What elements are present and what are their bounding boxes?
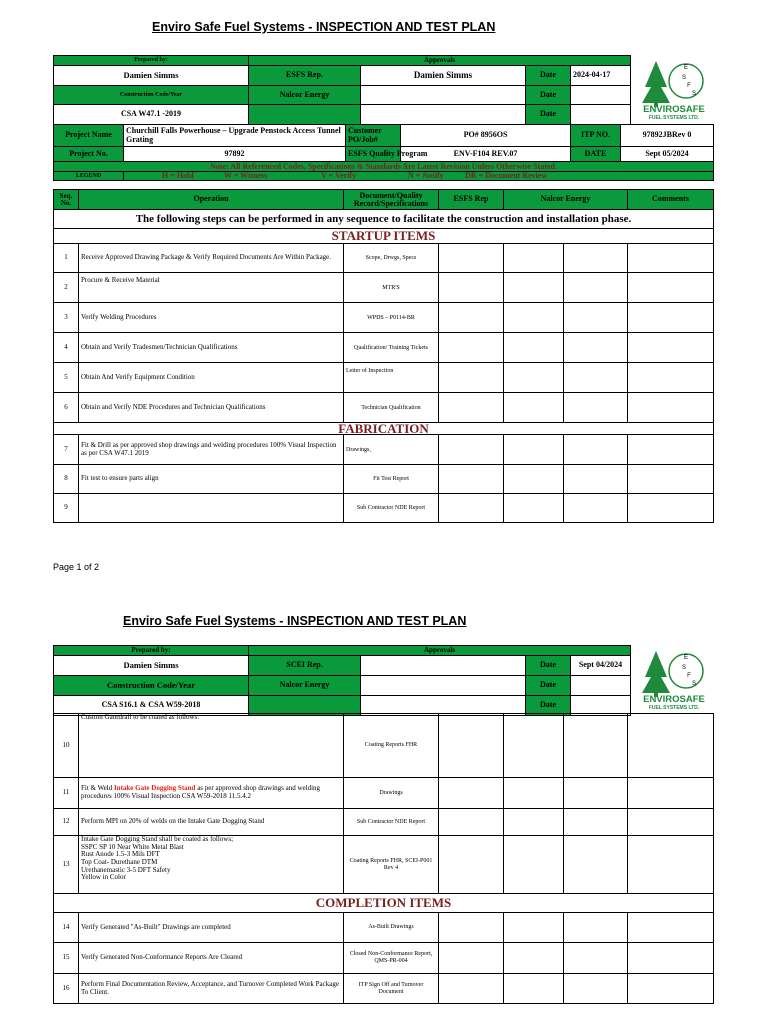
quality-program-label: ESFS Quality Program — [346, 147, 401, 162]
page1-header-table — [53, 55, 714, 125]
prepared-name: Damien Simms — [54, 66, 249, 86]
table-row: 13 Intake Gate Dogging Stand shall be coated as follows; SSPC SP 10 Near White Metal Blast Rust Anode 1.5-3 Mils DFT Top Coat- Durethane DTM Urethanemastic 3-5 DFT Safety Yellow in Color Coating Reports FHR, SCEI-P001 Rev 4 — [54, 836, 714, 894]
date-label-p2: Date — [526, 656, 571, 676]
table-row: 11 Fit & Weld Intake Gate Dogging Stand as per approved shop drawings and welding procedures 100% Visual Inspection CSA W59-2018 11.5.4.2 Drawings — [54, 778, 714, 809]
page2-header-table — [53, 645, 714, 716]
legend-verify: V = Verify — [321, 171, 357, 180]
esfs-rep-label: ESFS Rep. — [249, 66, 361, 86]
table-row: 5 Obtain And Verify Equipment Condition Letter of Inspection — [54, 363, 714, 393]
col-esfs: ESFS Rep — [439, 190, 504, 210]
startup-heading: STARTUP ITEMS — [54, 229, 714, 244]
code-value: CSA W47.1 -2019 — [54, 105, 249, 125]
col-nalcor: Nalcor Energy — [504, 190, 628, 210]
logo-letter-s2: S — [691, 91, 697, 97]
prepared-name-2: Damien Simms — [54, 656, 249, 676]
itp-no-value: 97892JBRev 0 — [621, 125, 714, 147]
logo-sub: FUEL SYSTEMS LTD. — [648, 115, 700, 121]
logo-brand: ENVIROSAFE — [643, 104, 705, 115]
construction-code-label: Construction Code/Year — [54, 86, 249, 105]
table-row: 12 Perform MPI on 20% of welds on the Intake Gate Dogging Stand Sub Contractor NDE Report — [54, 809, 714, 836]
approvals-label: Approvals — [249, 56, 631, 66]
approvals-label-2: Approvals — [249, 646, 631, 656]
page1-operations-table — [53, 189, 714, 523]
date-caps-label: DATE — [571, 147, 621, 162]
po-value: PO# 8956OS — [401, 125, 571, 147]
legend-notify: N = Notify — [408, 171, 444, 180]
date-caps-value: Sept 05/2024 — [621, 147, 714, 162]
scei-rep-label: SCEI Rep. — [249, 656, 361, 676]
logo-letter-s1: S — [681, 75, 687, 81]
customer-po-label: Customer PO/Job# — [346, 125, 401, 147]
svg-text:ENVIROSAFE: ENVIROSAFE — [643, 694, 705, 705]
envirosafe-logo-2 — [634, 647, 714, 711]
prepared-by-label: Prepared by: — [54, 56, 249, 66]
completion-heading: COMPLETION ITEMS — [54, 894, 714, 913]
col-document: Document/Quality Record/Specifications — [344, 190, 439, 210]
table-row: 6 Obtain and Verify NDE Procedures and Technician Qualifications Technician Qualification — [54, 393, 714, 423]
svg-text:S: S — [681, 665, 687, 671]
itp-no-label: ITP NO. — [571, 125, 621, 147]
table-row: 7 Fit & Drill as per approved shop drawings and welding procedures 100% Visual Inspection as per CSA W47.1 2019 Drawings, — [54, 435, 714, 465]
svg-text:S: S — [691, 681, 697, 687]
date-label-p2b: Date — [526, 676, 571, 696]
legend-witness: W = Witness — [224, 171, 268, 180]
steps-note: The following steps can be performed in any sequence to facilitate the construction and installation phase. — [54, 210, 714, 229]
legend-review: DR = Document Review — [465, 171, 548, 180]
table-row: 4 Obtain and Verify Tradesmen/Technician Qualifications Qualification/ Training Tickets — [54, 333, 714, 363]
page-footer: Page 1 of 2 — [53, 562, 100, 572]
table-row: 1 Receive Approved Drawing Package & Verify Required Documents Are Within Package. Scope, Drwgs, Specs — [54, 244, 714, 273]
date-label-2: Date — [526, 86, 571, 105]
legend-label: LEGEND — [54, 172, 124, 181]
table-row: 10 Custom Gaurdrail to be coated as follows: Coating Reports FHR — [54, 714, 714, 778]
prepared-by-label-2: Prepared by: — [54, 646, 249, 656]
project-info-table — [53, 124, 714, 181]
date-label: Date — [526, 66, 571, 86]
col-seq: Seq. No. — [54, 190, 79, 210]
col-comments: Comments — [628, 190, 714, 210]
svg-text:F: F — [687, 673, 691, 679]
page2-title: Enviro Safe Fuel Systems - INSPECTION AND TEST PLAN — [123, 614, 467, 628]
table-row: 16 Perform Final Documentation Review, Acceptance, and Turnover Completed Work Package To Client. ITP Sign Off and Turnover Document — [54, 974, 714, 1004]
table-row: 3 Verify Welding Procedures WPDS – P0114-BR — [54, 303, 714, 333]
table-row: 15 Verify Generated Non-Conformance Reports Are Cleared Closed Non-Conformance Report, QMS-PR-004 — [54, 943, 714, 974]
envirosafe-logo — [634, 57, 714, 121]
quality-program-value: ENV-F104 REV.07 — [401, 147, 571, 162]
page1-title: Enviro Safe Fuel Systems - INSPECTION AND TEST PLAN — [152, 20, 496, 34]
page2-operations-table — [53, 713, 714, 1004]
project-no-value: 97892 — [124, 147, 346, 162]
date-label-p2c: Date — [526, 696, 571, 716]
project-name-value: Churchill Falls Powerhouse – Upgrade Penstock Access Tunnel Grating — [124, 125, 346, 147]
logo-letter-e: E — [683, 65, 689, 71]
legend-hold: H = Hold — [162, 171, 194, 180]
esfs-rep-name: Damien Simms — [361, 66, 526, 86]
project-no-label: Project No. — [54, 147, 124, 162]
construction-code-label-2: Construction Code/Year — [54, 676, 249, 696]
logo-letter-f: F — [687, 83, 691, 89]
svg-text:FUEL SYSTEMS LTD.: FUEL SYSTEMS LTD. — [648, 705, 700, 711]
note-text: Note: All Referenced Codes, Specifications & Standards Are Latest Revision Unless Otherwise Stated. — [54, 162, 714, 172]
table-row: 8 Fit test to ensure parts align Fit Test Report — [54, 465, 714, 494]
table-row: 14 Verify Generated "As-Built" Drawings are completed As-Built Drawings — [54, 913, 714, 943]
table-row: 2 Procure & Receive Material MTR'S — [54, 273, 714, 303]
table-row: 9 Sub Contractor NDE Report — [54, 494, 714, 523]
nalcor-label-2: Nalcor Energy — [249, 676, 361, 696]
project-name-label: Project Name — [54, 125, 124, 147]
nalcor-label: Nalcor Energy — [249, 86, 361, 105]
svg-text:E: E — [683, 655, 689, 661]
code-value-2: CSA S16.1 & CSA W59-2018 — [54, 696, 249, 716]
fabrication-heading: FABRICATION — [54, 423, 714, 435]
date-value-2: Sept 04/2024 — [571, 656, 631, 676]
date-label-3: Date — [526, 105, 571, 125]
legend-row — [124, 172, 714, 181]
col-operation: Operation — [79, 190, 344, 210]
date-value: 2024-04-17 — [571, 66, 631, 86]
